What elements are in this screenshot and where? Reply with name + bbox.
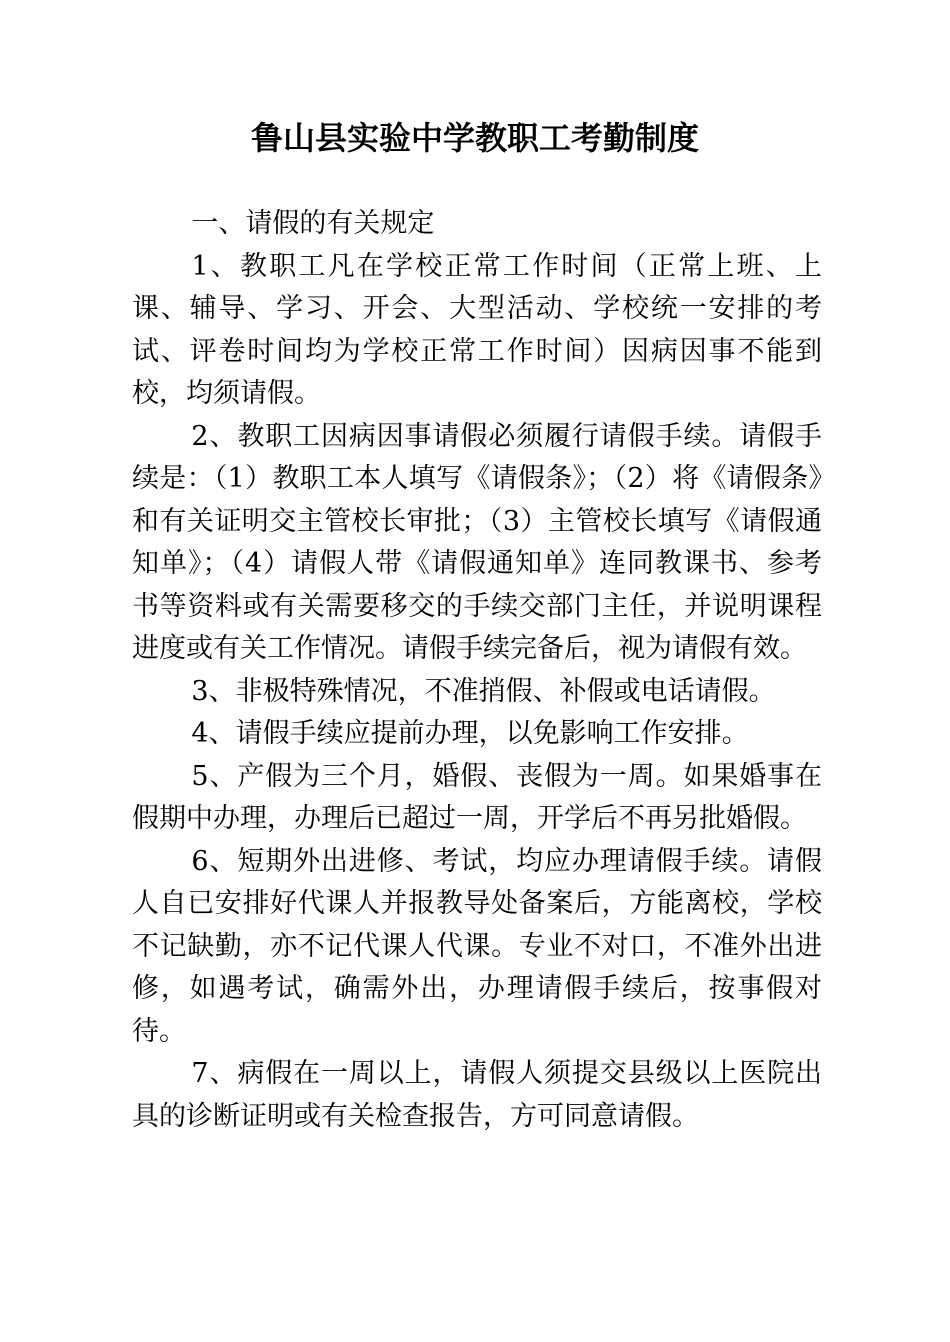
document-body (132, 203, 822, 1138)
paragraph-4: 4、请假手续应提前办理，以免影响工作安排。 (191, 718, 749, 749)
paragraph-3: 3、非极特殊情况，不准捎假、补假或电话请假。 (191, 675, 776, 707)
paragraph-1: 1、教职工凡在学校正常工作时间（正常上班、上课、辅导、学习、开会、大型活动、学校统一安排的考试、评卷时间均为学校正常工作时间）因病因事不能到校，均须请假。 (132, 250, 822, 409)
document-title: 鲁山县实验中学教职工考勤制度 (250, 119, 699, 157)
paragraph-7: 7、病假在一周以上，请假人须提交县级以上医院出具的诊断证明或有关检查报告，方可同意请假。 (132, 1058, 822, 1132)
section-heading: 一、请假的有关规定 (191, 208, 435, 239)
paragraph-5: 5、产假为三个月，婚假、丧假为一周。如果婚事在假期中办理，办理后已超过一周，开学后不再另批婚假。 (132, 760, 822, 834)
paragraph-6: 6、短期外出进修、考试，均应办理请假手续。请假人自已安排好代课人并报教导处备案后，方能离校，学校不记缺勤，亦不记代课人代课。专业不对口，不准外出进修，如遇考试，确需外出，办理请假手续后，按事假对待。 (132, 845, 822, 1047)
paragraph-2: 2、教职工因病因事请假必须履行请假手续。请假手续是：（1）教职工本人填写《请假条》；（2）将《请假条》和有关证明交主管校长审批；（3）主管校长填写《请假通知单》；（4）请假人带《请假通知单》连同教课书、参考书等资料或有关需要移交的手续交部门主任，并说明课程进度或有关工作情况。请假手续完备后，视为请假有效。 (132, 420, 822, 664)
